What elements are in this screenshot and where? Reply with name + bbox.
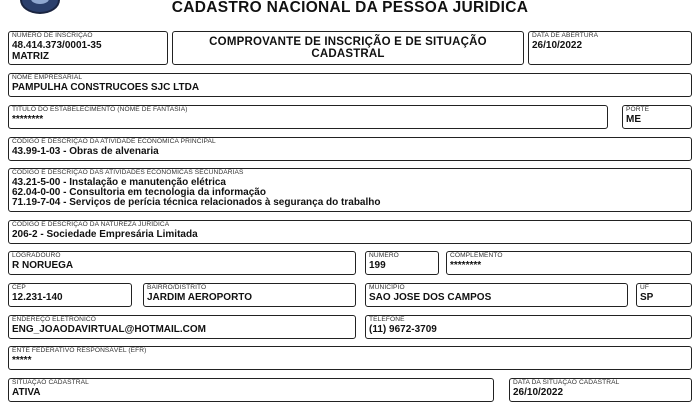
- page-title: CADASTRO NACIONAL DA PESSOA JURÍDICA: [171, 0, 529, 16]
- field-label: COMPLEMENTO: [450, 252, 503, 259]
- field-bairro: [143, 283, 356, 307]
- field-label: MUNICÍPIO: [369, 284, 405, 291]
- field-label: SITUAÇÃO CADASTRAL: [12, 379, 89, 386]
- field-label: UF: [640, 284, 649, 291]
- field-value: 12.231-140: [12, 292, 63, 303]
- field-uf: [636, 283, 692, 307]
- list-item: 62.04-0-00 - Consultoria em tecnologia da informação: [12, 187, 266, 198]
- field-complemento: [446, 251, 692, 275]
- field-value: JARDIM AEROPORTO: [147, 292, 253, 303]
- field-atividades-secundarias: [8, 168, 692, 212]
- field-label: TELEFONE: [369, 316, 405, 323]
- list-item: 71.19-7-04 - Serviços de perícia técnica relacionados à segurança do trabalho: [12, 197, 381, 208]
- field-value: (11) 9672-3709: [369, 324, 437, 335]
- field-value: ME: [626, 114, 641, 125]
- field-value: 43.99-1-03 - Obras de alvenaria: [12, 146, 159, 157]
- field-inscricao: [8, 31, 168, 65]
- field-natureza-juridica: [8, 220, 692, 244]
- field-porte: [622, 105, 692, 129]
- list-item: 43.21-5-00 - Instalação e manutenção elétrica: [12, 177, 226, 188]
- field-cep: [8, 283, 132, 307]
- field-label: PORTE: [626, 106, 650, 113]
- field-value: SAO JOSE DOS CAMPOS: [369, 292, 492, 303]
- comprovante-title: [173, 36, 523, 60]
- field-label: BAIRRO/DISTRITO: [147, 284, 207, 291]
- field-value-matriz: MATRIZ: [12, 51, 50, 62]
- field-numero: [365, 251, 439, 275]
- field-value: *****: [12, 355, 32, 366]
- field-label: TÍTULO DO ESTABELECIMENTO (NOME DE FANTASIA): [12, 106, 188, 113]
- field-value: 199: [369, 260, 386, 271]
- field-label: CÓDIGO E DESCRIÇÃO DAS ATIVIDADES ECONÔMICAS SECUNDÁRIAS: [12, 169, 244, 176]
- field-situacao-cadastral: [8, 378, 494, 402]
- field-value: PAMPULHA CONSTRUCOES SJC LTDA: [12, 82, 200, 93]
- field-label: LOGRADOURO: [12, 252, 61, 259]
- field-value: ********: [12, 114, 44, 125]
- field-nome-empresarial: [8, 73, 692, 97]
- field-comprovante-title: [172, 31, 524, 65]
- field-label: NÚMERO DE INSCRIÇÃO: [12, 32, 93, 39]
- field-abertura: [528, 31, 692, 65]
- field-value: 48.414.373/0001-35: [12, 40, 102, 51]
- field-municipio: [365, 283, 628, 307]
- field-email: [8, 315, 356, 339]
- field-value: ********: [450, 260, 482, 271]
- field-label: CÓDIGO E DESCRIÇÃO DA NATUREZA JURÍDICA: [12, 221, 170, 228]
- field-label: NÚMERO: [369, 252, 399, 259]
- field-value: SP: [640, 292, 654, 303]
- field-label: DATA DE ABERTURA: [532, 32, 599, 39]
- field-label: CEP: [12, 284, 26, 291]
- field-value: ENG_JOAODAVIRTUAL@HOTMAIL.COM: [12, 324, 207, 335]
- field-label: ENDEREÇO ELETRÔNICO: [12, 316, 96, 323]
- field-efr: [8, 346, 692, 370]
- field-value: 26/10/2022: [513, 387, 564, 398]
- field-logradouro: [8, 251, 356, 275]
- field-label: ENTE FEDERATIVO RESPONSÁVEL (EFR): [12, 347, 147, 354]
- field-data-situacao: [509, 378, 692, 402]
- field-label: NOME EMPRESARIAL: [12, 74, 83, 81]
- field-value: 26/10/2022: [532, 40, 583, 51]
- comprovante-line1: COMPROVANTE DE INSCRIÇÃO E DE SITUAÇÃO: [209, 36, 487, 48]
- field-telefone: [365, 315, 692, 339]
- comprovante-line2: CADASTRAL: [311, 48, 385, 60]
- field-value: R NORUEGA: [12, 260, 74, 271]
- field-nome-fantasia: [8, 105, 608, 129]
- field-value: 206-2 - Sociedade Empresária Limitada: [12, 229, 198, 240]
- field-value: ATIVA: [12, 387, 41, 398]
- field-label: DATA DA SITUAÇÃO CADASTRAL: [513, 379, 620, 386]
- field-atividade-principal: [8, 137, 692, 161]
- field-label: CÓDIGO E DESCRIÇÃO DA ATIVIDADE ECONÔMICA PRINCIPAL: [12, 138, 216, 145]
